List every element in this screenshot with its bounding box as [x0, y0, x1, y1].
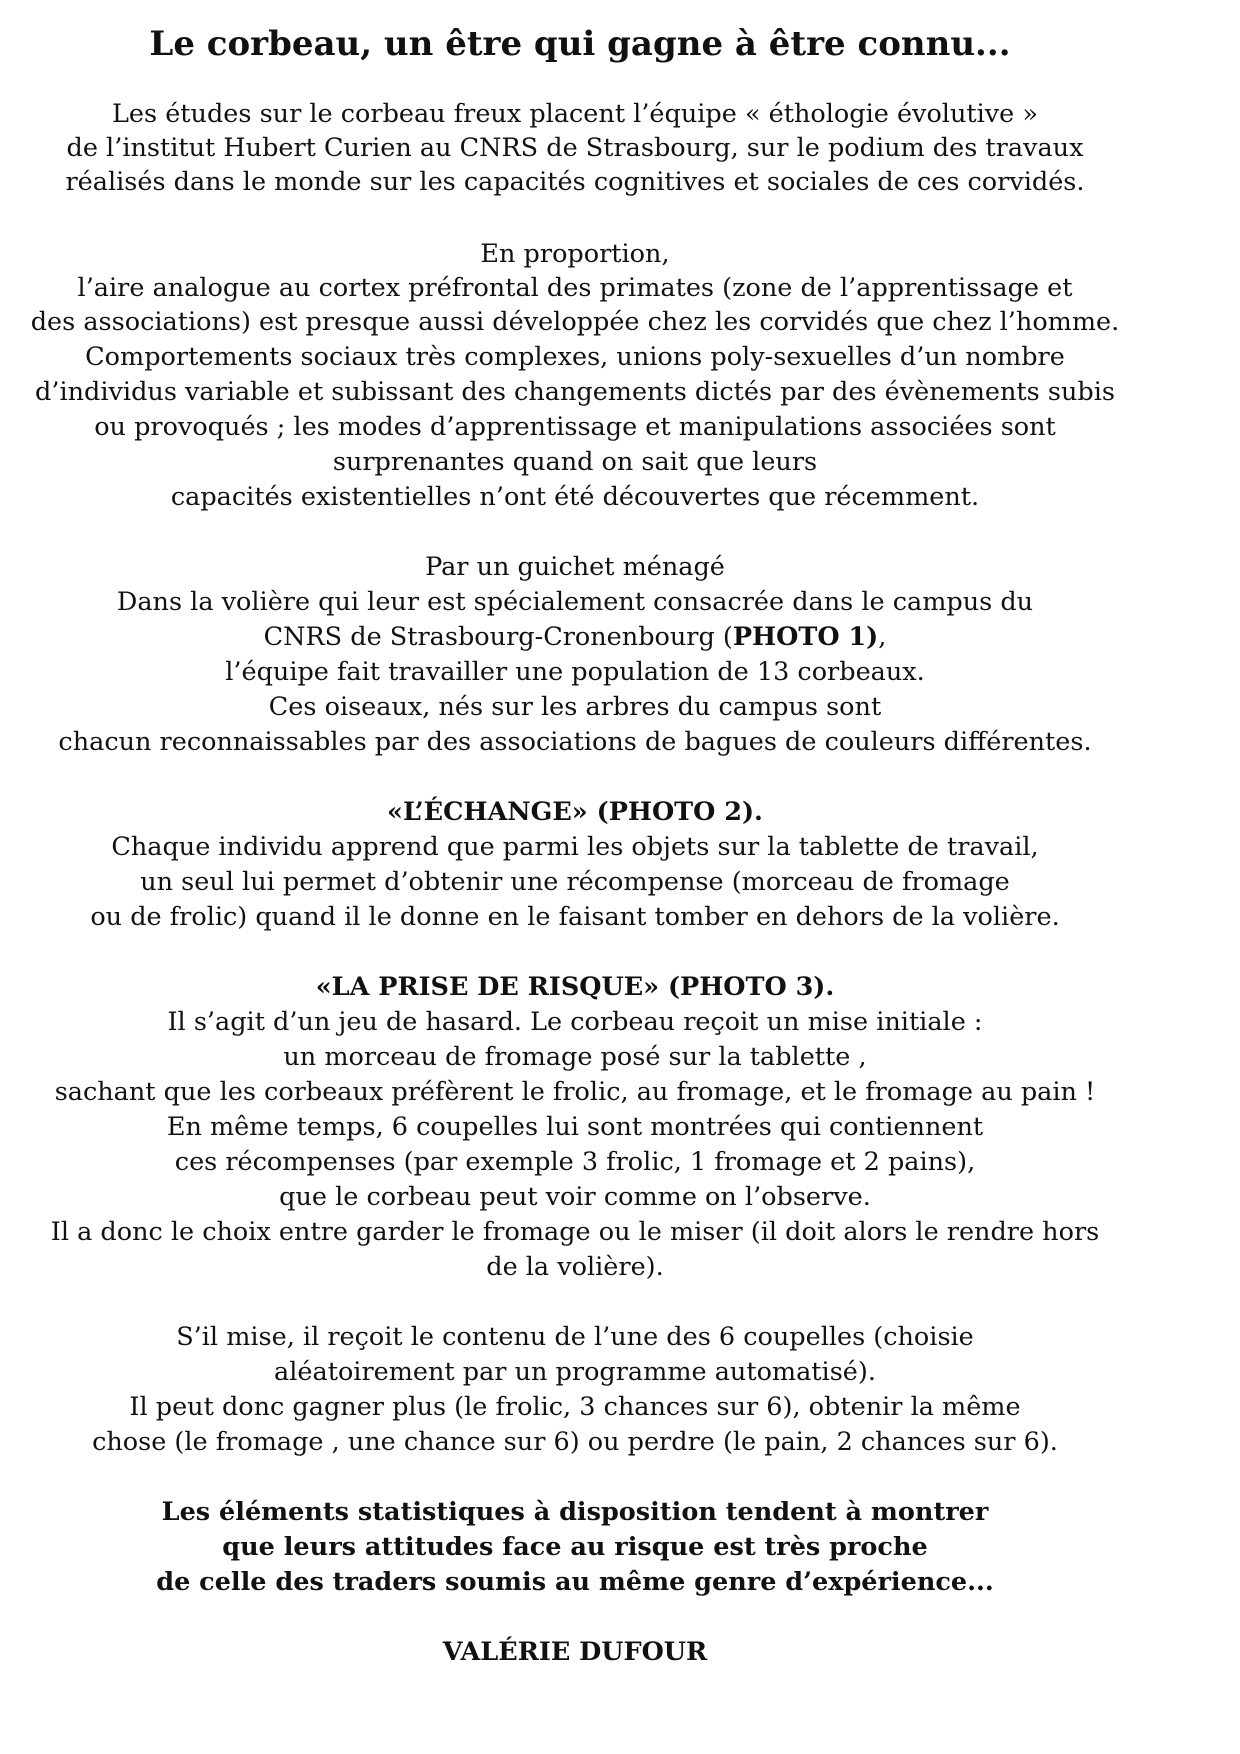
guichet-line: chacun reconnaissables par des associations de bagues de couleurs différentes. [58, 727, 1092, 757]
risque-line: que le corbeau peut voir comme on l’observe. [279, 1182, 871, 1212]
proportion-line: l’aire analogue au cortex préfrontal des primates (zone de l’apprentissage et [77, 273, 1073, 303]
risque-line: sachant que les corbeaux préfèrent le frolic, au fromage, et le fromage au pain ! [54, 1077, 1096, 1107]
proportion-line: En proportion, [480, 239, 670, 269]
guichet-line: Ces oiseaux, nés sur les arbres du campus sont [268, 692, 882, 722]
conclusion-line: de celle des traders soumis au même genre d’expérience... [156, 1567, 994, 1597]
proportion-line: d’individus variable et subissant des changements dictés par des évènements subis [35, 377, 1115, 407]
echange-heading: «L’ÉCHANGE» (PHOTO 2). [387, 797, 763, 827]
author-signature: VALÉRIE DUFOUR [442, 1637, 708, 1667]
guichet-line: Par un guichet ménagé [425, 552, 725, 582]
photo-1-reference: PHOTO 1) [732, 622, 879, 652]
risque-line: En même temps, 6 coupelles lui sont montrées qui contiennent [166, 1112, 984, 1142]
conclusion-line: que leurs attitudes face au risque est très proche [222, 1532, 928, 1562]
proportion-line: capacités existentielles n’ont été découvertes que récemment. [170, 482, 980, 512]
risque-line: ces récompenses (par exemple 3 frolic, 1 fromage et 2 pains), [174, 1147, 976, 1177]
risque-line: Il s’agit d’un jeu de hasard. Le corbeau reçoit un mise initiale : [167, 1007, 983, 1037]
conclusion-line: Les éléments statistiques à disposition tendent à montrer [161, 1497, 989, 1527]
intro-line: réalisés dans le monde sur les capacités cognitives et sociales de ces corvidés. [65, 167, 1085, 197]
risque-line: de la volière). [486, 1252, 664, 1282]
risque-heading: «LA PRISE DE RISQUE» (PHOTO 3). [315, 972, 835, 1002]
echange-line: ou de frolic) quand il le donne en le faisant tomber en dehors de la volière. [90, 902, 1060, 932]
risque-line: Il a donc le choix entre garder le fromage ou le miser (il doit alors le rendre hors [50, 1217, 1100, 1247]
guichet-punct: , [878, 622, 887, 652]
mise-line: S’il mise, il reçoit le contenu de l’une des 6 coupelles (choisie [176, 1322, 974, 1352]
proportion-line: surprenantes quand on sait que leurs [332, 447, 818, 477]
echange-line: Chaque individu apprend que parmi les objets sur la tablette de travail, [111, 832, 1039, 862]
guichet-text: CNRS de Strasbourg-Cronenbourg ( [263, 622, 733, 652]
intro-line: de l’institut Hubert Curien au CNRS de Strasbourg, sur le podium des travaux [66, 133, 1084, 163]
guichet-line: l’équipe fait travailler une population de 13 corbeaux. [225, 657, 925, 687]
echange-line: un seul lui permet d’obtenir une récompense (morceau de fromage [140, 867, 1010, 897]
mise-line: chose (le fromage , une chance sur 6) ou perdre (le pain, 2 chances sur 6). [92, 1427, 1058, 1457]
proportion-line: ou provoqués ; les modes d’apprentissage et manipulations associées sont [94, 412, 1056, 442]
article-title: Le corbeau, un être qui gagne à être connu... [149, 24, 1011, 64]
risque-line: un morceau de fromage posé sur la tablette , [283, 1042, 867, 1072]
guichet-photo-line [0, 620, 1150, 655]
mise-line: Il peut donc gagner plus (le frolic, 3 chances sur 6), obtenir la même [129, 1392, 1021, 1422]
proportion-line: des associations) est presque aussi développée chez les corvidés que chez l’homme. [30, 307, 1120, 337]
guichet-line: Dans la volière qui leur est spécialement consacrée dans le campus du [116, 587, 1034, 617]
intro-line: Les études sur le corbeau freux placent l’équipe « éthologie évolutive » [112, 99, 1038, 129]
proportion-line: Comportements sociaux très complexes, unions poly-sexuelles d’un nombre [85, 342, 1065, 372]
mise-line: aléatoirement par un programme automatisé). [274, 1357, 876, 1387]
